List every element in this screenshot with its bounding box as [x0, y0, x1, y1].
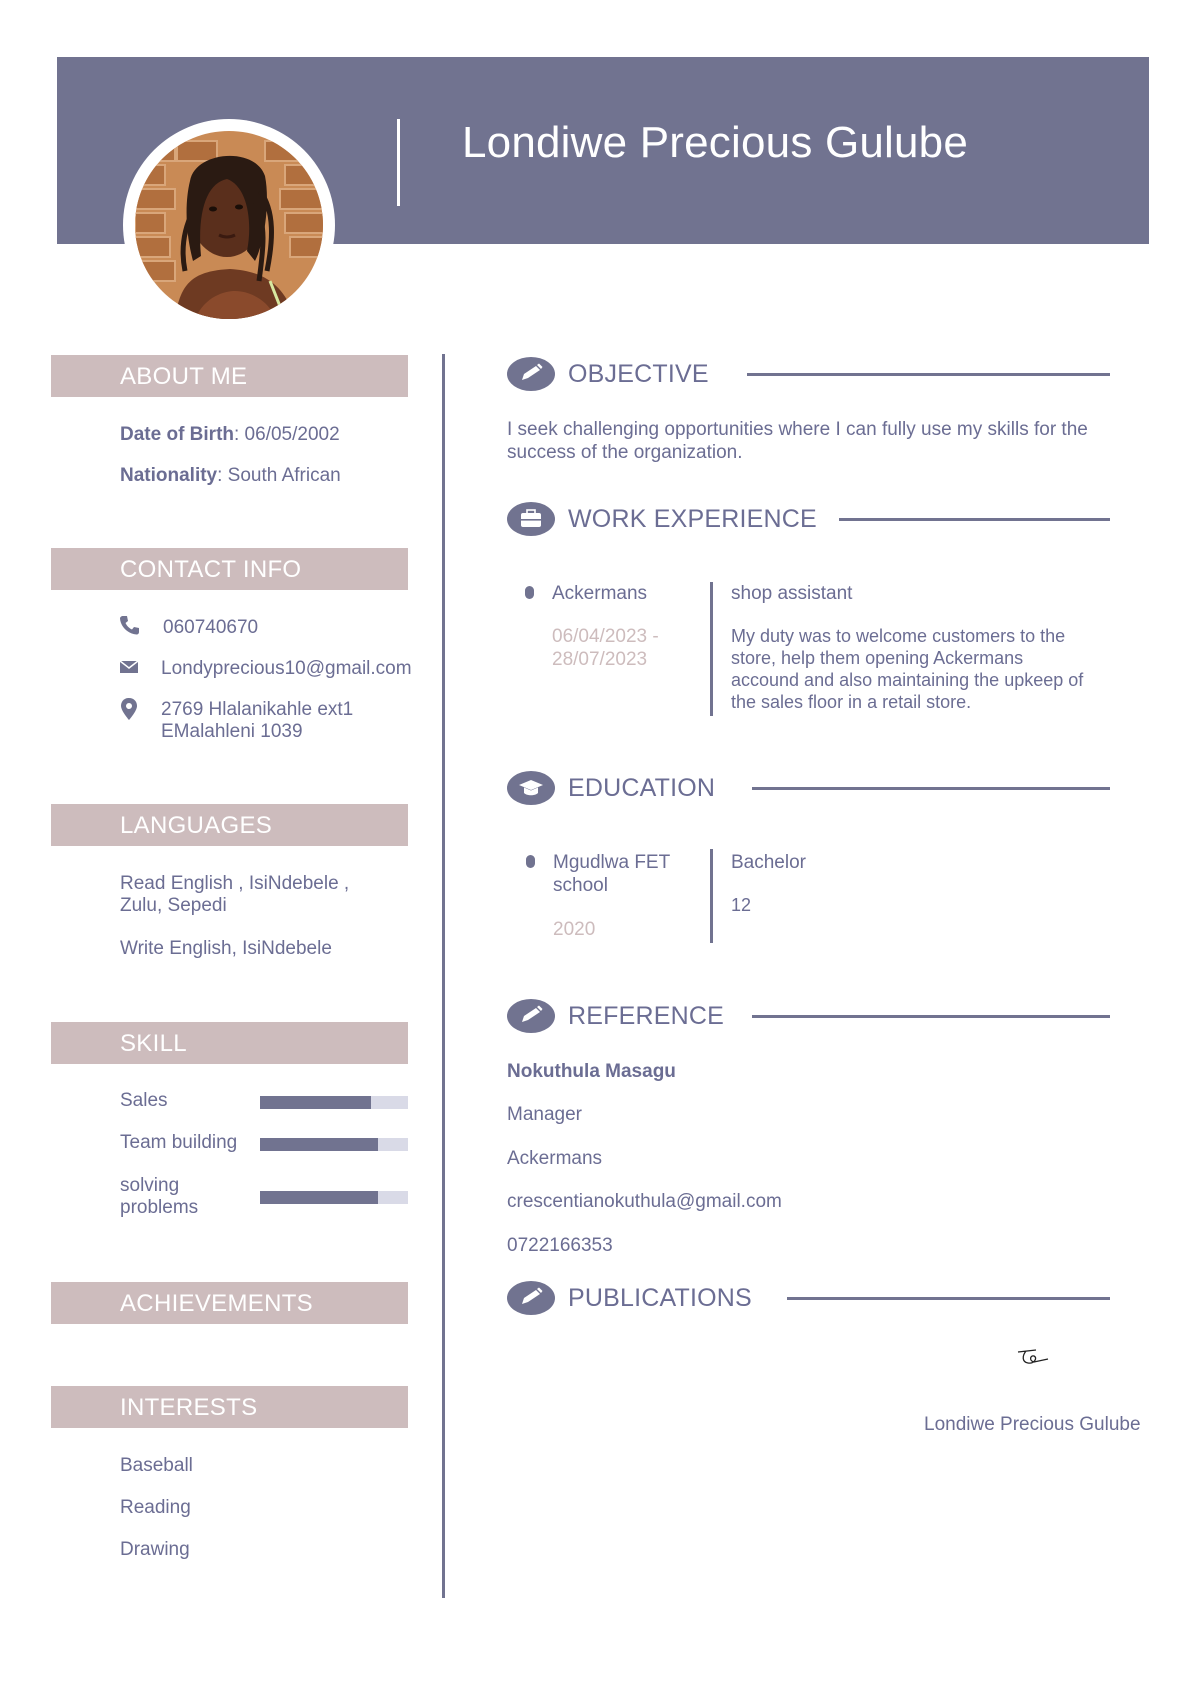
education-title-rule: [752, 787, 1110, 790]
contact-address-line2: EMalahleni 1039: [161, 721, 303, 742]
skill-bar-fill: [260, 1138, 378, 1151]
interests-section-header: [51, 1386, 408, 1428]
date-of-birth: [120, 423, 340, 446]
interest-item: Reading: [120, 1497, 191, 1518]
education-school-line1: Mgudlwa FET: [553, 852, 671, 873]
work-experience-title: WORK EXPERIENCE: [568, 505, 817, 533]
graduation-cap-icon: [507, 771, 555, 805]
work-timeline-divider: [710, 582, 713, 716]
education-grade: 12: [731, 895, 752, 915]
work-date-line2: 28/07/2023: [552, 649, 648, 670]
work-date-line1: 06/04/2023 -: [552, 626, 659, 647]
work-role: shop assistant: [731, 583, 853, 604]
about-me-title: ABOUT ME: [120, 363, 248, 390]
work-description-line3: accound and also maintaining the upkeep of: [731, 670, 1084, 690]
reference-company: Ackermans: [507, 1148, 603, 1169]
nationality-value: : South African: [217, 465, 341, 486]
timeline-bullet: [526, 855, 535, 868]
education-year: 2020: [553, 919, 596, 940]
education-school-line2: school: [553, 875, 608, 896]
avatar: [135, 131, 323, 319]
work-description-line2: store, help them opening Ackermans: [731, 648, 1024, 668]
column-divider: [442, 354, 445, 1598]
skill-bar-sales: [260, 1096, 408, 1109]
location-pin-icon: [118, 697, 140, 719]
education-degree: Bachelor: [731, 852, 806, 873]
languages-read-line2: Zulu, Sepedi: [120, 895, 227, 916]
reference-title: REFERENCE: [568, 1002, 724, 1030]
work-description-line4: the sales floor in a retail store.: [731, 692, 972, 712]
contact-info-section-header: [51, 548, 408, 590]
reference-position: Manager: [507, 1104, 582, 1125]
skill-label-team-building: Team building: [120, 1132, 238, 1153]
resume-name-title: Londiwe Precious Gulube: [462, 118, 969, 167]
skill-section-header: [51, 1022, 408, 1064]
languages-read-line1: Read English , IsiNdebele ,: [120, 873, 350, 894]
interest-item: Baseball: [120, 1455, 193, 1476]
languages-section-header: [51, 804, 408, 846]
skill-bar-fill: [260, 1096, 371, 1109]
objective-title: OBJECTIVE: [568, 360, 709, 388]
languages-title: LANGUAGES: [120, 812, 273, 839]
objective-title-rule: [747, 373, 1110, 376]
pencil-icon: [507, 1281, 555, 1315]
objective-text-line2: success of the organization.: [507, 442, 743, 463]
skill-bar-solving-problems: [260, 1191, 408, 1204]
pencil-icon: [507, 999, 555, 1033]
contact-phone: 060740670: [163, 617, 259, 638]
reference-name: Nokuthula Masagu: [507, 1061, 676, 1082]
skill-title: SKILL: [120, 1030, 187, 1057]
nationality: [120, 464, 341, 487]
signature-name: Londiwe Precious Gulube: [924, 1414, 1141, 1435]
pencil-icon: [507, 357, 555, 391]
phone-icon: [118, 614, 140, 636]
header-divider: [397, 119, 400, 206]
nationality-label: Nationality: [120, 465, 218, 486]
dob-value: : 06/05/2002: [234, 424, 340, 445]
education-timeline-divider: [710, 849, 713, 943]
interest-item: Drawing: [120, 1539, 190, 1560]
reference-phone: 0722166353: [507, 1235, 613, 1256]
skill-label-solving-line1: solving: [120, 1175, 180, 1196]
briefcase-icon: [507, 502, 555, 536]
achievements-section-header: [51, 1282, 408, 1324]
skill-bar-team-building: [260, 1138, 408, 1151]
education-title: EDUCATION: [568, 774, 716, 802]
contact-info-title: CONTACT INFO: [120, 556, 302, 583]
reference-title-rule: [752, 1015, 1110, 1018]
publications-title: PUBLICATIONS: [568, 1284, 752, 1312]
skill-label-sales: Sales: [120, 1090, 168, 1111]
envelope-icon: [118, 656, 140, 678]
work-experience-title-rule: [839, 518, 1110, 521]
contact-address-line1: 2769 Hlalanikahle ext1: [161, 699, 354, 720]
contact-email: Londyprecious10@gmail.com: [161, 658, 412, 679]
timeline-bullet: [525, 586, 534, 599]
signature-mark: [1014, 1346, 1050, 1370]
skill-bar-fill: [260, 1191, 378, 1204]
achievements-title: ACHIEVEMENTS: [120, 1290, 313, 1317]
about-me-section-header: [51, 355, 408, 397]
languages-write: Write English, IsiNdebele: [120, 938, 332, 959]
work-description-line1: My duty was to welcome customers to the: [731, 626, 1066, 646]
objective-text-line1: I seek challenging opportunities where I can fully use my skills for the: [507, 419, 1088, 440]
interests-title: INTERESTS: [120, 1394, 258, 1421]
publications-title-rule: [787, 1297, 1110, 1300]
reference-email: crescentianokuthula@gmail.com: [507, 1191, 782, 1212]
dob-label: Date of Birth: [120, 424, 234, 445]
skill-label-solving-line2: problems: [120, 1197, 199, 1218]
work-company: Ackermans: [552, 583, 648, 604]
